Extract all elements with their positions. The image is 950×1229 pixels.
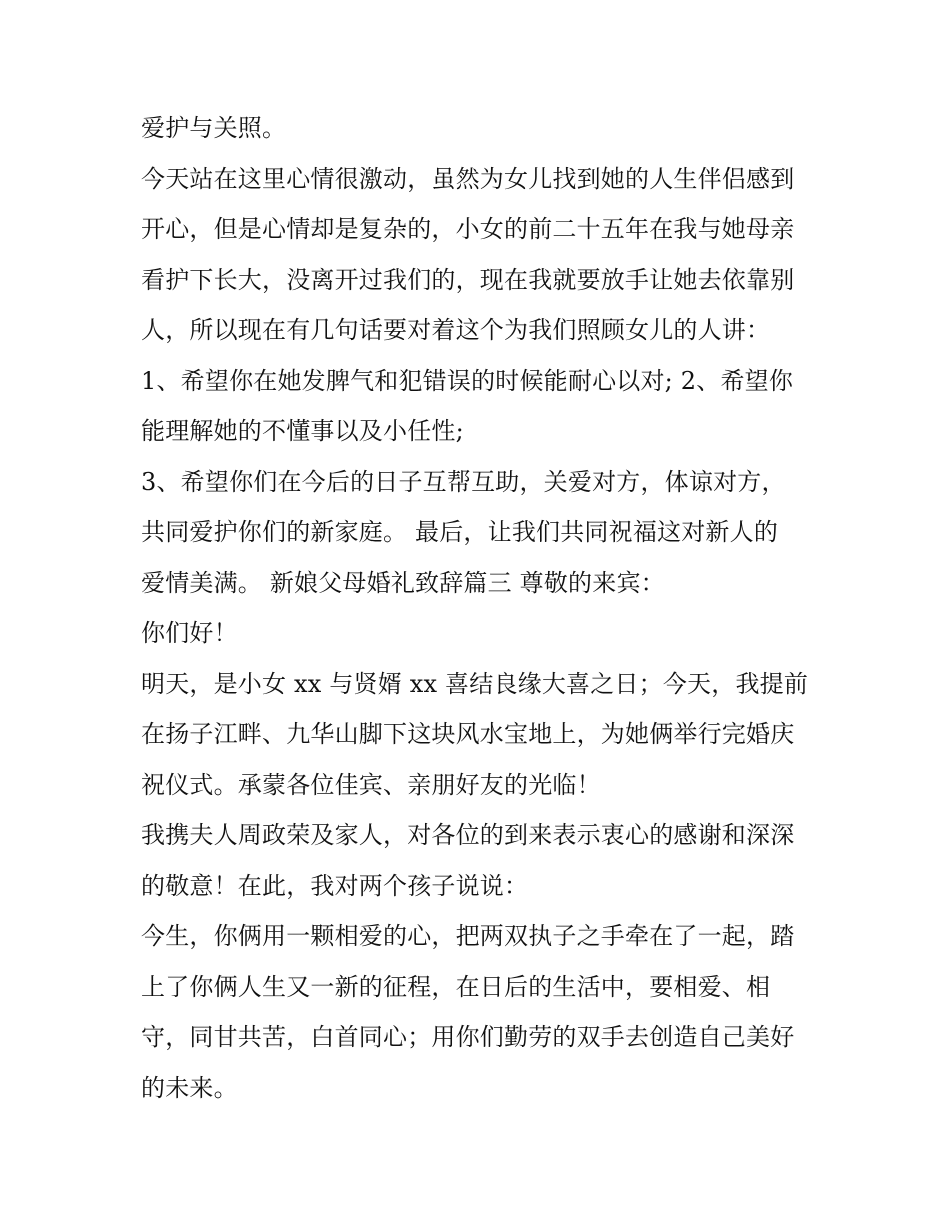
text-line: 在扬子江畔、九华山脚下这块风水宝地上，为她俩举行完婚庆 [141,720,795,748]
document-body [141,108,821,1118]
text-line: 3、希望你们在今后的日子互帮互助，关爱对方，体谅对方， [141,467,786,496]
text-line: 人，所以现在有几句话要对着这个为我们照顾女儿的人讲： [141,316,771,344]
text-line: 看护下长大，没离开过我们的，现在我就要放手让她去依靠别 [141,265,795,294]
text-line: 爱情美满。 新娘父母婚礼致辞篇三 尊敬的来宾： [141,568,665,597]
text-line: 共同爱护你们的新家庭。 最后，让我们共同祝福这对新人的 [141,518,779,546]
text-line: 祝仪式。承蒙各位佳宾、亲朋好友的光临！ [141,770,601,799]
text-line: 守，同甘共苦，白首同心；用你们勤劳的双手去创造自己美好 [141,1023,795,1051]
text-line: 1、希望你在她发脾气和犯错误的时候能耐心以对; 2、希望你 [141,366,794,395]
text-line: 今生，你俩用一颗相爱的心，把两双执子之手牵在了一起，踏 [141,922,795,950]
text-line: 你们好！ [141,619,238,647]
text-line: 我携夫人周政荣及家人，对各位的到来表示衷心的感谢和深深 [141,821,795,849]
text-line: 明天，是小女 xx 与贤婿 xx 喜结良缘大喜之日；今天，我提前 [141,669,809,698]
text-line: 的敬意！在此，我对两个孩子说说： [141,871,529,900]
text-line: 开心，但是心情却是复杂的，小女的前二十五年在我与她母亲 [141,215,795,243]
text-line: 能理解她的不懂事以及小任性; [141,417,464,445]
text-line: 上了你俩人生又一新的征程，在日后的生活中，要相爱、相 [141,972,771,1001]
text-line: 今天站在这里心情很激动，虽然为女儿找到她的人生伴侣感到 [141,164,795,193]
text-line: 的未来。 [141,1073,238,1102]
text-line: 爱护与关照。 [141,114,287,142]
